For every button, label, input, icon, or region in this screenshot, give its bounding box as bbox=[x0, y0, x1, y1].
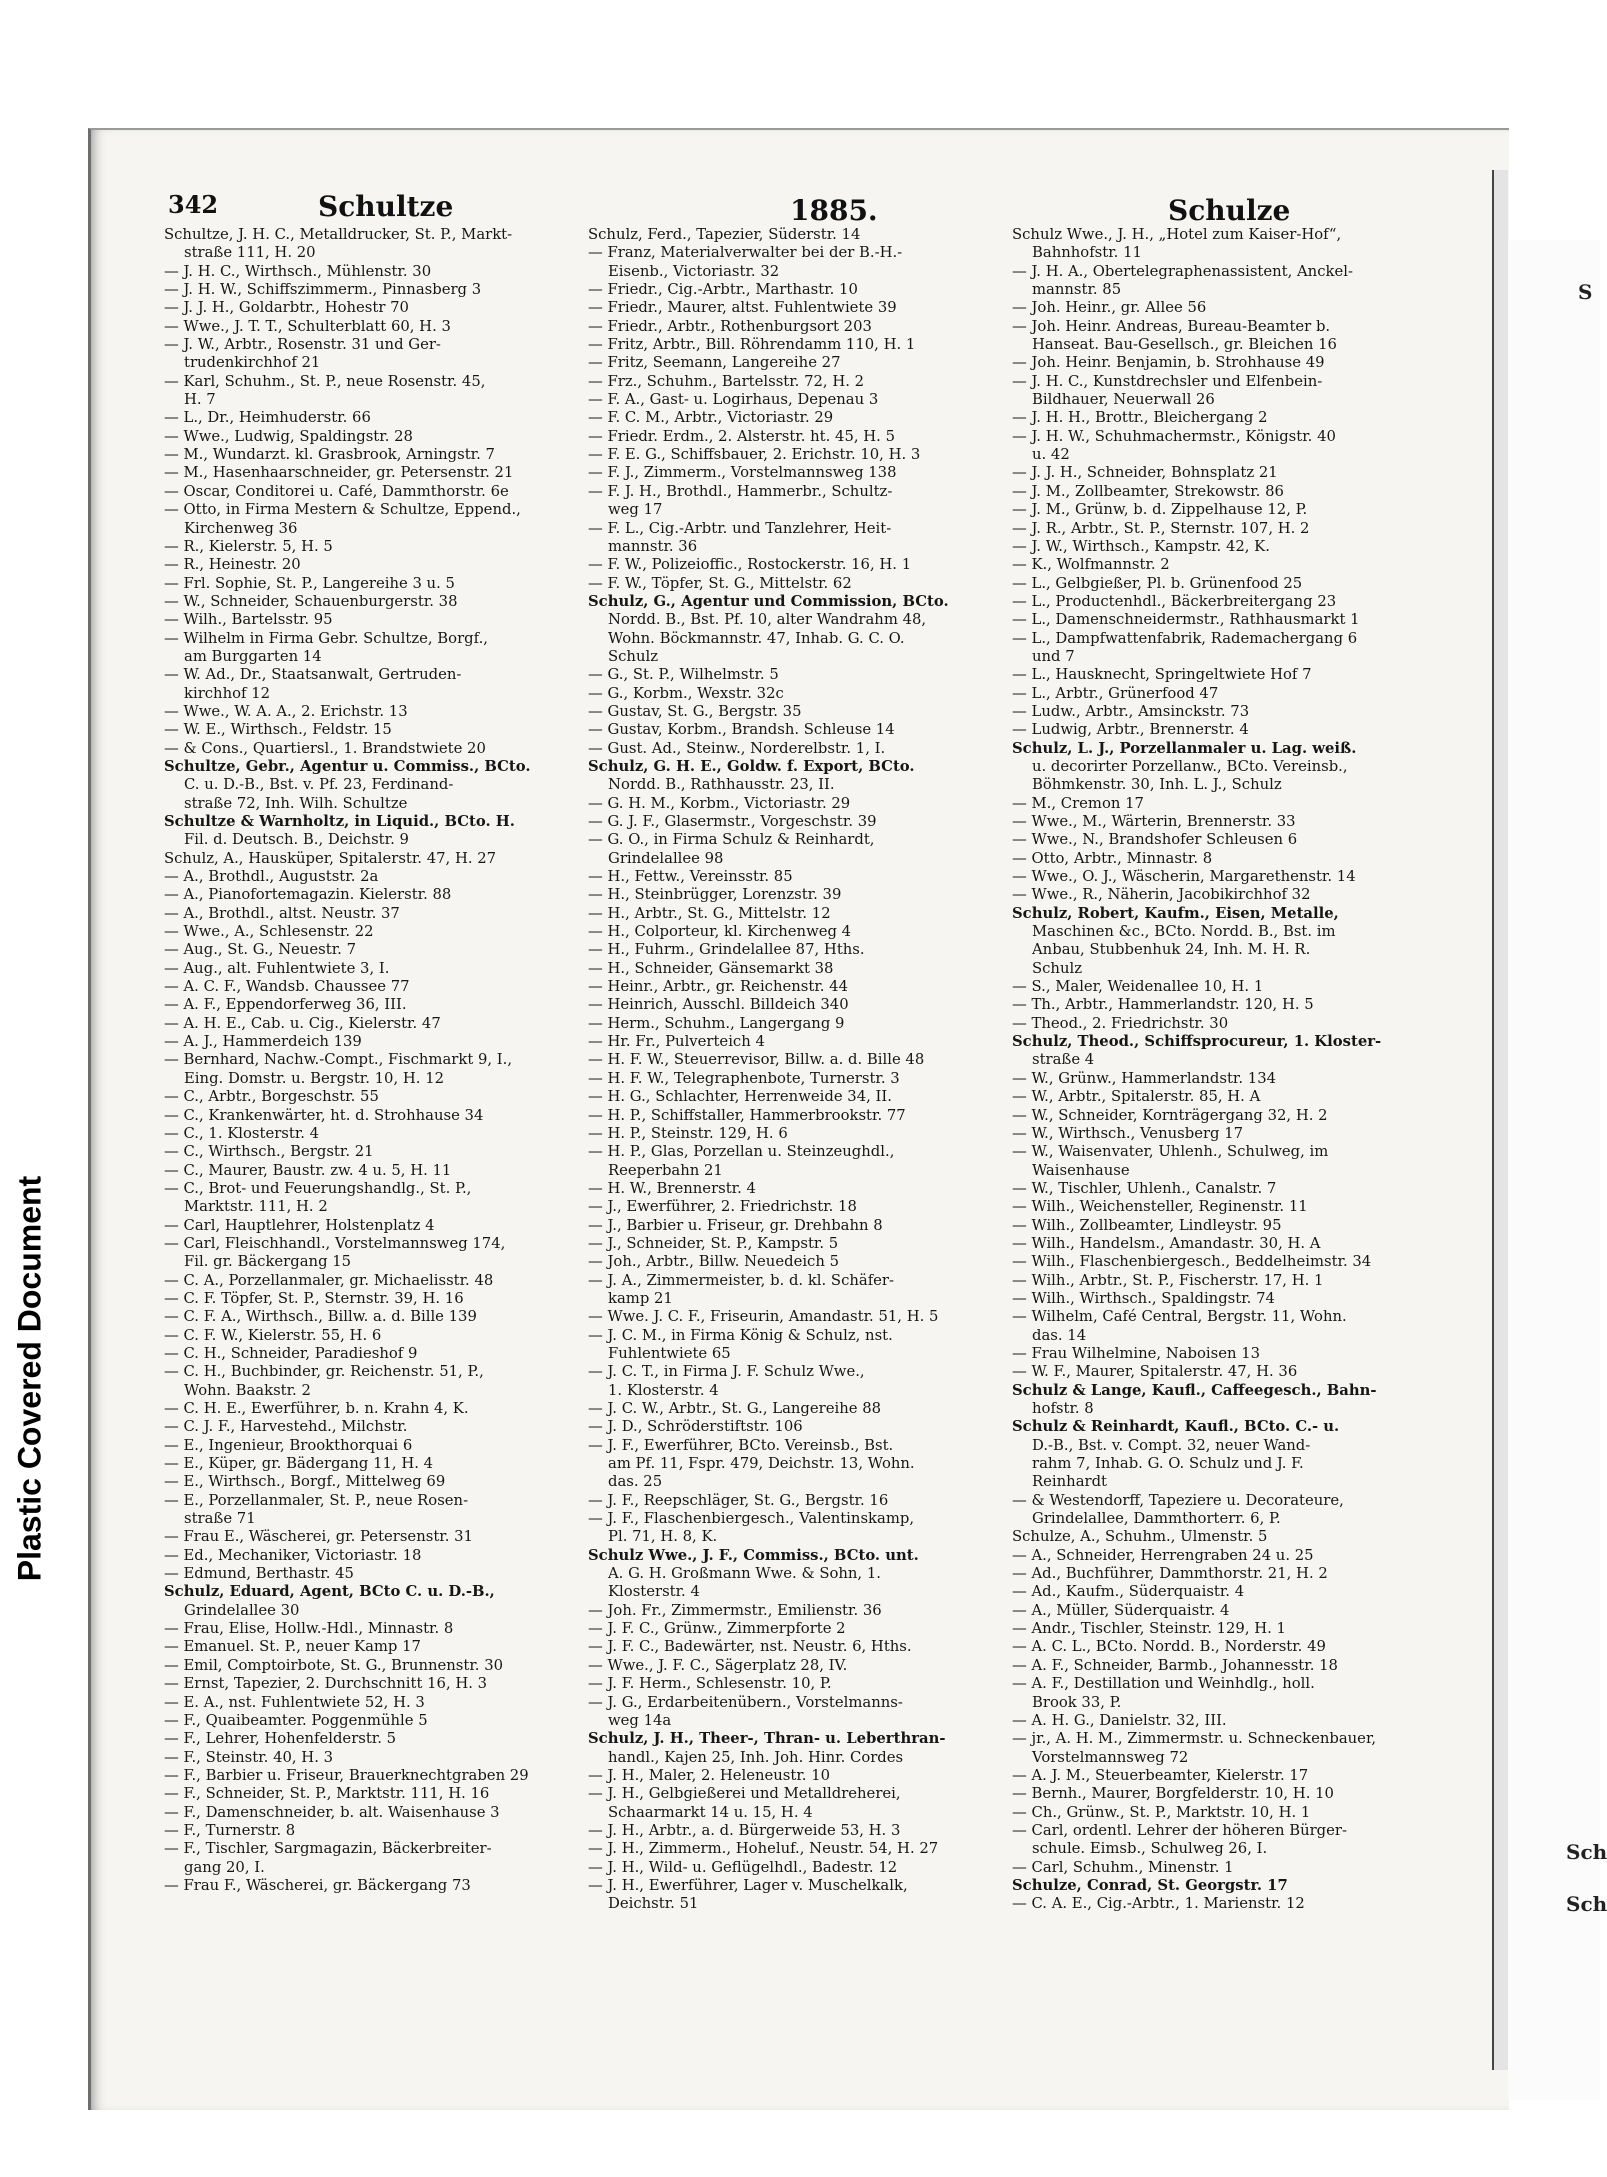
directory-entry: Kirchenweg 36 bbox=[184, 519, 298, 537]
directory-entry: Fil. d. Deutsch. B., Deichstr. 9 bbox=[184, 831, 409, 849]
directory-entry: — M., Hasenhaarschneider, gr. Petersenstr. 21 bbox=[164, 464, 514, 482]
directory-entry: Waisenhause bbox=[1032, 1161, 1130, 1179]
directory-entry: — E., Küper, gr. Bädergang 11, H. 4 bbox=[164, 1455, 434, 1473]
directory-entry: — C. F. Töpfer, St. P., Sternstr. 39, H. 16 bbox=[164, 1289, 464, 1307]
directory-entry: am Pf. 11, Fspr. 479, Deichstr. 13, Wohn. bbox=[608, 1455, 915, 1473]
directory-entry: Nordd. B., Bst. Pf. 10, alter Wandrahm 48, bbox=[608, 611, 927, 629]
directory-entry: Schulz, A., Hausküper, Spitalerstr. 47, H. 27 bbox=[164, 849, 497, 867]
directory-entry: — A. H. G., Danielstr. 32, III. bbox=[1012, 1711, 1227, 1729]
directory-entry: — Otto, Arbtr., Minnastr. 8 bbox=[1012, 849, 1213, 867]
directory-entry: — F., Tischler, Sargmagazin, Bäckerbreiter- bbox=[164, 1840, 492, 1858]
directory-entry: Schulz, L. J., Porzellanmaler u. Lag. weiß. bbox=[1012, 739, 1357, 757]
directory-entry: — Wwe., J. T. T., Schulterblatt 60, H. 3 bbox=[164, 317, 451, 335]
directory-entry: Schultze, Gebr., Agentur u. Commiss., BCto. bbox=[164, 757, 531, 775]
directory-entry: — J. H. W., Schuhmachermstr., Königstr. 40 bbox=[1012, 427, 1336, 445]
directory-entry: u. 42 bbox=[1032, 446, 1070, 464]
directory-entry: — Wwe., O. J., Wäscherin, Margarethenstr. 14 bbox=[1012, 868, 1356, 886]
directory-entry: — H. W., Brennerstr. 4 bbox=[588, 1179, 756, 1197]
directory-entry: 1. Klosterstr. 4 bbox=[608, 1381, 719, 1399]
directory-entry: — H., Fettw., Vereinsstr. 85 bbox=[588, 868, 793, 886]
directory-entry: — C., Wirthsch., Bergstr. 21 bbox=[164, 1143, 374, 1161]
directory-entry: — A. F., Schneider, Barmb., Johannesstr. 18 bbox=[1012, 1656, 1338, 1674]
directory-entry: — Carl, Fleischhandl., Vorstelmannsweg 174, bbox=[164, 1234, 506, 1252]
directory-entry: Pl. 71, H. 8, K. bbox=[608, 1528, 718, 1546]
directory-entry: Schulze, Conrad, St. Georgstr. 17 bbox=[1012, 1876, 1288, 1894]
directory-entry: — C., Arbtr., Borgeschstr. 55 bbox=[164, 1088, 379, 1106]
directory-entry: — J. H. A., Obertelegraphenassistent, Anckel- bbox=[1012, 262, 1353, 280]
directory-entry: Nordd. B., Rathhausstr. 23, II. bbox=[608, 776, 835, 794]
directory-entry: — J. C. M., in Firma König & Schulz, nst. bbox=[588, 1326, 893, 1344]
directory-entry: — G. H. M., Korbm., Victoriastr. 29 bbox=[588, 794, 851, 812]
next-page-strip bbox=[1508, 240, 1607, 2100]
directory-entry: — Theod., 2. Friedrichstr. 30 bbox=[1012, 1014, 1229, 1032]
directory-entry: — J., Ewerführer, 2. Friedrichstr. 18 bbox=[588, 1198, 857, 1216]
header-year: 1885. bbox=[790, 194, 878, 227]
directory-entry: — Wilh., Wirthsch., Spaldingstr. 74 bbox=[1012, 1289, 1275, 1307]
directory-entry: gang 20, I. bbox=[184, 1858, 265, 1876]
directory-entry: — W. Ad., Dr., Staatsanwalt, Gertruden- bbox=[164, 666, 462, 684]
directory-entry: — J. C. T., in Firma J. F. Schulz Wwe., bbox=[588, 1363, 865, 1381]
directory-entry: — Wwe., A., Schlesenstr. 22 bbox=[164, 923, 374, 941]
directory-entry: — Wilhelm, Café Central, Bergstr. 11, Wohn. bbox=[1012, 1308, 1347, 1326]
directory-entry: — H., Schneider, Gänsemarkt 38 bbox=[588, 959, 834, 977]
directory-entry: — H., Colporteur, kl. Kirchenweg 4 bbox=[588, 923, 852, 941]
directory-entry: — jr., A. H. M., Zimmermstr. u. Schneckenbauer, bbox=[1012, 1730, 1377, 1748]
directory-entry: Schulz, Theod., Schiffsprocureur, 1. Kloster- bbox=[1012, 1033, 1382, 1051]
directory-entry: — Friedr., Arbtr., Rothenburgsort 203 bbox=[588, 317, 872, 335]
directory-entry: — Wilh., Weichensteller, Reginenstr. 11 bbox=[1012, 1198, 1308, 1216]
directory-entry: — Ad., Buchführer, Dammthorstr. 21, H. 2 bbox=[1012, 1565, 1328, 1583]
directory-entry: — E., Porzellanmaler, St. P., neue Rosen- bbox=[164, 1491, 469, 1509]
directory-entry: — A., Müller, Süderquaistr. 4 bbox=[1012, 1601, 1230, 1619]
directory-entry: — L., Damenschneidermstr., Rathhausmarkt 1 bbox=[1012, 611, 1360, 629]
directory-entry: weg 14a bbox=[608, 1711, 672, 1729]
directory-entry: Böhmkenstr. 30, Inh. L. J., Schulz bbox=[1032, 776, 1282, 794]
directory-entry: straße 111, H. 20 bbox=[184, 244, 316, 262]
directory-entry: — Carl, Hauptlehrer, Holstenplatz 4 bbox=[164, 1216, 435, 1234]
directory-entry: mannstr. 85 bbox=[1032, 281, 1122, 299]
directory-entry: — Andr., Tischler, Steinstr. 129, H. 1 bbox=[1012, 1620, 1286, 1638]
directory-entry: Schaarmarkt 14 u. 15, H. 4 bbox=[608, 1803, 813, 1821]
directory-entry: Hanseat. Bau-Gesellsch., gr. Bleichen 16 bbox=[1032, 336, 1337, 354]
directory-entry: handl., Kajen 25, Inh. Joh. Hinr. Cordes bbox=[608, 1748, 904, 1766]
directory-entry: — F., Steinstr. 40, H. 3 bbox=[164, 1748, 334, 1766]
directory-entry: — Emanuel. St. P., neuer Kamp 17 bbox=[164, 1638, 421, 1656]
directory-entry: — J. D., Schröderstiftstr. 106 bbox=[588, 1418, 803, 1436]
directory-entry: — M., Wundarzt. kl. Grasbrook, Arningstr. 7 bbox=[164, 446, 495, 464]
directory-entry: — Ludwig, Arbtr., Brennerstr. 4 bbox=[1012, 721, 1249, 739]
directory-entry: — C. H. E., Ewerführer, b. n. Krahn 4, K. bbox=[164, 1400, 469, 1417]
directory-entry: — J. C. W., Arbtr., St. G., Langereihe 88 bbox=[588, 1400, 882, 1417]
directory-entry: Deichstr. 51 bbox=[608, 1895, 699, 1913]
directory-entry: am Burggarten 14 bbox=[184, 647, 322, 665]
directory-entry: — Carl, ordentl. Lehrer der höheren Bürger- bbox=[1012, 1821, 1347, 1839]
directory-entry: — Friedr. Erdm., 2. Alsterstr. ht. 45, H. 5 bbox=[588, 427, 895, 445]
directory-entry: — C. J. F., Harvestehd., Milchstr. bbox=[164, 1418, 408, 1436]
directory-entry: — F., Schneider, St. P., Marktstr. 111, H. 16 bbox=[164, 1785, 490, 1803]
directory-entry: rahm 7, Inhab. G. O. Schulz und J. F. bbox=[1032, 1455, 1304, 1473]
directory-entry: Schulz Wwe., J. H., „Hotel zum Kaiser-Hof“, bbox=[1012, 226, 1342, 243]
directory-entry: — E., Ingenieur, Brookthorquai 6 bbox=[164, 1436, 413, 1454]
directory-entry: Schulz, G., Agentur und Commission, BCto. bbox=[588, 592, 949, 610]
directory-entry: — A., Schneider, Herrengraben 24 u. 25 bbox=[1012, 1546, 1314, 1564]
directory-entry: — Karl, Schuhm., St. P., neue Rosenstr. 45, bbox=[164, 372, 486, 390]
directory-entry: — Bernh., Maurer, Borgfelderstr. 10, H. 10 bbox=[1012, 1785, 1334, 1803]
directory-entry: Anbau, Stubbenhuk 24, Inh. M. H. R. bbox=[1032, 941, 1311, 959]
directory-entry: das. 25 bbox=[608, 1473, 663, 1491]
directory-entry: — Frau E., Wäscherei, gr. Petersenstr. 31 bbox=[164, 1528, 473, 1546]
directory-entry: — W., Wirthsch., Venusberg 17 bbox=[1012, 1124, 1244, 1142]
directory-entry: — A. J. M., Steuerbeamter, Kielerstr. 17 bbox=[1012, 1766, 1309, 1784]
directory-entry: — J. H., Zimmerm., Hoheluf., Neustr. 54, H. 27 bbox=[588, 1840, 939, 1858]
directory-entry: — H. P., Steinstr. 129, H. 6 bbox=[588, 1124, 788, 1142]
directory-entry: — Joh., Arbtr., Billw. Neuedeich 5 bbox=[588, 1253, 839, 1271]
directory-entry: — F. C. M., Arbtr., Victoriastr. 29 bbox=[588, 409, 834, 427]
directory-entry: Maschinen &c., BCto. Nordd. B., Bst. im bbox=[1032, 923, 1336, 941]
directory-entry: straße 72, Inh. Wilh. Schultze bbox=[184, 794, 408, 812]
directory-entry: A. G. H. Großmann Wwe. & Sohn, 1. bbox=[608, 1565, 881, 1583]
directory-entry: — F. J., Zimmerm., Vorstelmannsweg 138 bbox=[588, 464, 897, 482]
directory-entry: — Gustav, St. G., Bergstr. 35 bbox=[588, 702, 802, 720]
directory-entry: — C. F. A., Wirthsch., Billw. a. d. Bille 139 bbox=[164, 1308, 477, 1326]
directory-entry: — J. F., Reepschläger, St. G., Bergstr. 16 bbox=[588, 1491, 889, 1509]
next-page-letter: S bbox=[1578, 280, 1593, 304]
directory-entry: weg 17 bbox=[608, 501, 663, 519]
directory-entry: — E., Wirthsch., Borgf., Mittelweg 69 bbox=[164, 1473, 446, 1491]
directory-entry: Schultze & Warnholtz, in Liquid., BCto. H. bbox=[164, 813, 515, 830]
page-header bbox=[168, 180, 1478, 230]
directory-entry: — F. W., Polizeioffic., Rostockerstr. 16, H. 1 bbox=[588, 556, 912, 574]
directory-entry: — A., Brothdl., Auguststr. 2a bbox=[164, 868, 379, 886]
directory-entry: — Wwe., R., Näherin, Jacobikirchhof 32 bbox=[1012, 886, 1311, 904]
directory-entry: — C. A. E., Cig.-Arbtr., 1. Marienstr. 12 bbox=[1012, 1895, 1305, 1913]
directory-entry: — Wwe., M., Wärterin, Brennerstr. 33 bbox=[1012, 813, 1296, 830]
directory-entry: D.-B., Bst. v. Compt. 32, neuer Wand- bbox=[1032, 1436, 1311, 1454]
directory-entry: — Ernst, Tapezier, 2. Durchschnitt 16, H. 3 bbox=[164, 1675, 488, 1693]
directory-entry: — J. G., Erdarbeitenübern., Vorstelmanns- bbox=[588, 1693, 903, 1711]
directory-entry: — C., Brot- und Feuerungshandlg., St. P., bbox=[164, 1179, 472, 1197]
directory-entry: — Frau Wilhelmine, Naboisen 13 bbox=[1012, 1344, 1261, 1362]
directory-entry: Grindelallee 30 bbox=[184, 1601, 300, 1619]
directory-entry: Fuhlentwiete 65 bbox=[608, 1344, 731, 1362]
directory-entry: — W., Schneider, Schauenburgerstr. 38 bbox=[164, 592, 458, 610]
directory-entry: — Heinrich, Ausschl. Billdeich 340 bbox=[588, 996, 849, 1014]
directory-entry: — Herm., Schuhm., Langergang 9 bbox=[588, 1014, 845, 1032]
directory-entry: Schulz & Reinhardt, Kaufl., BCto. C.- u. bbox=[1012, 1418, 1340, 1436]
directory-entry: — J. H., Ewerführer, Lager v. Muschelkalk, bbox=[588, 1876, 908, 1894]
directory-entry: — Carl, Schuhm., Minenstr. 1 bbox=[1012, 1858, 1234, 1876]
directory-entry: — Otto, in Firma Mestern & Schultze, Eppend., bbox=[164, 501, 521, 519]
directory-entry: — J. F. Herm., Schlesenstr. 10, P. bbox=[588, 1675, 832, 1693]
directory-entry: — Wilh., Flaschenbiergesch., Beddelheimstr. 34 bbox=[1012, 1253, 1372, 1271]
watermark bbox=[0, 1080, 48, 1680]
directory-entry: — Wilhelm in Firma Gebr. Schultze, Borgf., bbox=[164, 629, 488, 647]
directory-entry: straße 4 bbox=[1032, 1051, 1095, 1069]
directory-entry: — Wwe., N., Brandshofer Schleusen 6 bbox=[1012, 831, 1298, 849]
directory-entry: — G. O., in Firma Schulz & Reinhardt, bbox=[588, 831, 875, 849]
directory-entry: — J. F., Flaschenbiergesch., Valentinskamp, bbox=[588, 1510, 915, 1528]
directory-entry: — A. C. L., BCto. Nordd. B., Norderstr. 49 bbox=[1012, 1638, 1326, 1656]
directory-entry: — Wilh., Handelsm., Amandastr. 30, H. A bbox=[1012, 1234, 1321, 1252]
next-page-letter: Sch bbox=[1566, 1840, 1607, 1864]
directory-entry: Grindelallee, Dammthorterr. 6, P. bbox=[1032, 1510, 1281, 1528]
directory-entry: — & Cons., Quartiersl., 1. Brandstwiete 20 bbox=[164, 739, 486, 757]
directory-entry: — C. H., Buchbinder, gr. Reichenstr. 51, P., bbox=[164, 1363, 484, 1381]
directory-entry: Schulz & Lange, Kaufl., Caffeegesch., Bahn- bbox=[1012, 1381, 1377, 1399]
directory-entry: — C., Maurer, Baustr. zw. 4 u. 5, H. 11 bbox=[164, 1161, 452, 1179]
directory-entry: — C., Krankenwärter, ht. d. Strohhause 34 bbox=[164, 1106, 484, 1124]
directory-entry: — G., St. P., Wilhelmstr. 5 bbox=[588, 666, 779, 684]
directory-entry: — H. G., Schlachter, Herrenweide 34, II. bbox=[588, 1088, 892, 1106]
directory-entry: H. 7 bbox=[184, 391, 216, 409]
directory-entry: — Frau F., Wäscherei, gr. Bäckergang 73 bbox=[164, 1876, 471, 1894]
directory-entry: — E. A., nst. Fuhlentwiete 52, H. 3 bbox=[164, 1693, 425, 1711]
directory-entry: — J. F. C., Grünw., Zimmerpforte 2 bbox=[588, 1620, 846, 1638]
directory-entry: — Gust. Ad., Steinw., Norderelbstr. 1, I. bbox=[588, 739, 886, 757]
directory-entry: — H. P., Schiffstaller, Hammerbrookstr. 77 bbox=[588, 1106, 906, 1124]
directory-column-3 bbox=[1012, 226, 1424, 1914]
directory-entry: — J., Barbier u. Friseur, gr. Drehbahn 8 bbox=[588, 1216, 883, 1234]
directory-entry: — F., Lehrer, Hohenfelderstr. 5 bbox=[164, 1730, 397, 1748]
directory-entry: — Frl. Sophie, St. P., Langereihe 3 u. 5 bbox=[164, 574, 455, 592]
directory-entry: — R., Heinestr. 20 bbox=[164, 556, 301, 574]
directory-entry: — J. F., Ewerführer, BCto. Vereinsb., Bst. bbox=[588, 1436, 894, 1454]
directory-entry: — G. J. F., Glasermstr., Vorgeschstr. 39 bbox=[588, 813, 877, 830]
directory-entry: Reeperbahn 21 bbox=[608, 1161, 723, 1179]
directory-entry: — Th., Arbtr., Hammerlandstr. 120, H. 5 bbox=[1012, 996, 1314, 1014]
directory-entry: — & Westendorff, Tapeziere u. Decorateure, bbox=[1012, 1491, 1344, 1509]
directory-entry: — W. E., Wirthsch., Feldstr. 15 bbox=[164, 721, 392, 739]
directory-entry: — F., Barbier u. Friseur, Brauerknechtgraben 29 bbox=[164, 1766, 529, 1784]
directory-entry: — W., Schneider, Kornträgergang 32, H. 2 bbox=[1012, 1106, 1328, 1124]
page-number: 342 bbox=[168, 190, 219, 219]
directory-entry: Schulze, A., Schuhm., Ulmenstr. 5 bbox=[1012, 1528, 1268, 1546]
directory-entry: — J. W., Arbtr., Rosenstr. 31 und Ger- bbox=[164, 336, 441, 354]
directory-entry: — J. H., Wild- u. Geflügelhdl., Badestr. 12 bbox=[588, 1858, 898, 1876]
directory-entry: — C. F. W., Kielerstr. 55, H. 6 bbox=[164, 1326, 382, 1344]
directory-entry: — Frz., Schuhm., Bartelsstr. 72, H. 2 bbox=[588, 372, 865, 390]
directory-entry: — Edmund, Berthastr. 45 bbox=[164, 1565, 354, 1583]
directory-entry: Wohn. Baakstr. 2 bbox=[184, 1381, 311, 1399]
directory-entry: — G., Korbm., Wexstr. 32c bbox=[588, 684, 784, 702]
directory-entry: Marktstr. 111, H. 2 bbox=[184, 1198, 328, 1216]
directory-entry: — Heinr., Arbtr., gr. Reichenstr. 44 bbox=[588, 978, 848, 996]
directory-entry: — Bernhard, Nachw.-Compt., Fischmarkt 9, I., bbox=[164, 1051, 513, 1069]
directory-entry: — J. H., Arbtr., a. d. Bürgerweide 53, H. 3 bbox=[588, 1821, 901, 1839]
directory-entry: — Hr. Fr., Pulverteich 4 bbox=[588, 1033, 765, 1051]
directory-entry: — H. F. W., Steuerrevisor, Billw. a. d. Bille 48 bbox=[588, 1051, 925, 1069]
directory-entry: — F. E. G., Schiffsbauer, 2. Erichstr. 10, H. 3 bbox=[588, 446, 921, 464]
directory-entry: — Joh. Heinr., gr. Allee 56 bbox=[1012, 299, 1207, 317]
directory-entry: — Frau, Elise, Hollw.-Hdl., Minnastr. 8 bbox=[164, 1620, 454, 1638]
directory-entry: — Ed., Mechaniker, Victoriastr. 18 bbox=[164, 1546, 422, 1564]
directory-entry: Schulz bbox=[608, 647, 659, 665]
directory-entry: — Emil, Comptoirbote, St. G., Brunnenstr. 30 bbox=[164, 1656, 504, 1674]
directory-entry: — J. H. W., Schiffszimmerm., Pinnasberg 3 bbox=[164, 281, 482, 299]
directory-entry: Vorstelmannsweg 72 bbox=[1032, 1748, 1189, 1766]
directory-entry: Bildhauer, Neuerwall 26 bbox=[1032, 391, 1215, 409]
directory-entry: — F. L., Cig.-Arbtr. und Tanzlehrer, Heit- bbox=[588, 519, 892, 537]
directory-entry: — Fritz, Seemann, Langereihe 27 bbox=[588, 354, 841, 372]
directory-entry: kamp 21 bbox=[608, 1289, 673, 1307]
directory-entry: — Wwe. J. C. F., Friseurin, Amandastr. 51, H. 5 bbox=[588, 1308, 939, 1326]
directory-entry: — J. J. H., Schneider, Bohnsplatz 21 bbox=[1012, 464, 1278, 482]
directory-entry: — Wilh., Bartelsstr. 95 bbox=[164, 611, 333, 629]
directory-entry: — Wilh., Arbtr., St. P., Fischerstr. 17, H. 1 bbox=[1012, 1271, 1324, 1289]
directory-entry: — H., Fuhrm., Grindelallee 87, Hths. bbox=[588, 941, 865, 959]
directory-entry: C. u. D.-B., Bst. v. Pf. 23, Ferdinand- bbox=[184, 776, 454, 794]
directory-entry: — J. W., Wirthsch., Kampstr. 42, K. bbox=[1012, 537, 1270, 555]
directory-entry: — A. C. F., Wandsb. Chaussee 77 bbox=[164, 978, 410, 996]
directory-entry: straße 71 bbox=[184, 1510, 256, 1528]
directory-entry: — F. J. H., Brothdl., Hammerbr., Schultz- bbox=[588, 482, 893, 500]
header-left-keyword: Schultze bbox=[318, 190, 454, 223]
directory-entry: und 7 bbox=[1032, 647, 1075, 665]
directory-entry: — F., Quaibeamter. Poggenmühle 5 bbox=[164, 1711, 428, 1729]
directory-entry: — Joh. Heinr. Benjamin, b. Strohhause 49 bbox=[1012, 354, 1325, 372]
directory-entry: — L., Arbtr., Grünerfood 47 bbox=[1012, 684, 1219, 702]
directory-entry: — Wwe., Ludwig, Spaldingstr. 28 bbox=[164, 427, 413, 445]
directory-entry: — Fritz, Arbtr., Bill. Röhrendamm 110, H. 1 bbox=[588, 336, 916, 354]
directory-entry: — Wwe., W. A. A., 2. Erichstr. 13 bbox=[164, 702, 408, 720]
directory-entry: Reinhardt bbox=[1032, 1473, 1108, 1491]
directory-entry: — F. W., Töpfer, St. G., Mittelstr. 62 bbox=[588, 574, 852, 592]
directory-entry: — F. A., Gast- u. Logirhaus, Depenau 3 bbox=[588, 391, 879, 409]
directory-entry: — J. J. H., Goldarbtr., Hohestr 70 bbox=[164, 299, 409, 317]
directory-entry: — Ludw., Arbtr., Amsinckstr. 73 bbox=[1012, 702, 1250, 720]
directory-entry: — C. A., Porzellanmaler, gr. Michaelisstr. 48 bbox=[164, 1271, 494, 1289]
header-right-keyword: Schulze bbox=[1168, 194, 1291, 227]
directory-entry: — A. F., Eppendorferweg 36, III. bbox=[164, 996, 407, 1014]
directory-entry: — Friedr., Maurer, altst. Fuhlentwiete 39 bbox=[588, 299, 897, 317]
directory-entry: — W., Tischler, Uhlenh., Canalstr. 7 bbox=[1012, 1179, 1277, 1197]
directory-entry: Wohn. Böckmannstr. 47, Inhab. G. C. O. bbox=[608, 629, 905, 647]
directory-entry: Schulz, Ferd., Tapezier, Süderstr. 14 bbox=[588, 226, 861, 243]
directory-entry: — Aug., St. G., Neuestr. 7 bbox=[164, 941, 356, 959]
directory-entry: — W., Arbtr., Spitalerstr. 85, H. A bbox=[1012, 1088, 1261, 1106]
directory-entry: — H. P., Glas, Porzellan u. Steinzeughdl., bbox=[588, 1143, 895, 1161]
directory-entry: Schulz, G. H. E., Goldw. f. Export, BCto. bbox=[588, 757, 915, 775]
directory-column-2 bbox=[588, 226, 1000, 1914]
directory-entry: Schulz Wwe., J. F., Commiss., BCto. unt. bbox=[588, 1546, 919, 1564]
directory-entry: — J. A., Zimmermeister, b. d. kl. Schäfer- bbox=[588, 1271, 895, 1289]
directory-entry: — F., Damenschneider, b. alt. Waisenhause 3 bbox=[164, 1803, 500, 1821]
directory-entry: — Ch., Grünw., St. P., Marktstr. 10, H. 1 bbox=[1012, 1803, 1311, 1821]
directory-entry: — W., Grünw., Hammerlandstr. 134 bbox=[1012, 1069, 1277, 1087]
directory-entry: Bahnhofstr. 11 bbox=[1032, 244, 1142, 262]
directory-entry: — Wwe., J. F. C., Sägerplatz 28, IV. bbox=[588, 1656, 848, 1674]
directory-entry: — L., Gelbgießer, Pl. b. Grünenfood 25 bbox=[1012, 574, 1303, 592]
directory-entry: kirchhof 12 bbox=[184, 684, 271, 702]
directory-entry: — J. H., Gelbgießerei und Metalldreherei, bbox=[588, 1785, 901, 1803]
directory-entry: — J., Schneider, St. P., Kampstr. 5 bbox=[588, 1234, 839, 1252]
directory-entry: — Joh. Heinr. Andreas, Bureau-Beamter b. bbox=[1012, 317, 1331, 335]
directory-entry: — A. J., Hammerdeich 139 bbox=[164, 1033, 362, 1051]
directory-entry: — A., Brothdl., altst. Neustr. 37 bbox=[164, 904, 400, 922]
directory-entry: mannstr. 36 bbox=[608, 537, 698, 555]
directory-entry: — L., Dampfwattenfabrik, Rademachergang 6 bbox=[1012, 629, 1358, 647]
directory-entry: — F., Turnerstr. 8 bbox=[164, 1821, 296, 1839]
directory-entry: Brook 33, P. bbox=[1032, 1693, 1122, 1711]
directory-entry: — M., Cremon 17 bbox=[1012, 794, 1144, 812]
directory-entry: — J. M., Zollbeamter, Strekowstr. 86 bbox=[1012, 482, 1284, 500]
directory-entry: — W., Waisenvater, Uhlenh., Schulweg, im bbox=[1012, 1143, 1329, 1161]
directory-entry: — Wilh., Zollbeamter, Lindleystr. 95 bbox=[1012, 1216, 1282, 1234]
directory-entry: — Gustav, Korbm., Brandsh. Schleuse 14 bbox=[588, 721, 895, 739]
directory-entry: Klosterstr. 4 bbox=[608, 1583, 700, 1601]
directory-column-1 bbox=[164, 226, 576, 1895]
directory-entry: — A., Pianofortemagazin. Kielerstr. 88 bbox=[164, 886, 452, 904]
directory-entry: Schulz, Eduard, Agent, BCto C. u. D.-B., bbox=[164, 1583, 495, 1601]
directory-entry: Fil. gr. Bäckergang 15 bbox=[184, 1253, 352, 1271]
directory-entry: — J. R., Arbtr., St. P., Sternstr. 107, H. 2 bbox=[1012, 519, 1310, 537]
directory-entry: — Joh. Fr., Zimmermstr., Emilienstr. 36 bbox=[588, 1601, 882, 1619]
directory-entry: Schulz bbox=[1032, 959, 1083, 977]
directory-entry: — J. M., Grünw, b. d. Zippelhause 12, P. bbox=[1012, 501, 1308, 519]
directory-entry: — Ad., Kaufm., Süderquaistr. 4 bbox=[1012, 1583, 1245, 1601]
directory-entry: — W. F., Maurer, Spitalerstr. 47, H. 36 bbox=[1012, 1363, 1298, 1381]
directory-entry: — H., Arbtr., St. G., Mittelstr. 12 bbox=[588, 904, 831, 922]
directory-entry: — R., Kielerstr. 5, H. 5 bbox=[164, 537, 333, 555]
directory-entry: — A. H. E., Cab. u. Cig., Kielerstr. 47 bbox=[164, 1014, 441, 1032]
directory-entry: — H. F. W., Telegraphenbote, Turnerstr. 3 bbox=[588, 1069, 900, 1087]
directory-entry: — L., Productenhdl., Bäckerbreitergang 23 bbox=[1012, 592, 1337, 610]
directory-entry: — L., Hausknecht, Springeltwiete Hof 7 bbox=[1012, 666, 1312, 684]
directory-entry: Eisenb., Victoriastr. 32 bbox=[608, 262, 780, 280]
directory-entry: Schulz, Robert, Kaufm., Eisen, Metalle, bbox=[1012, 904, 1339, 922]
directory-entry: Eing. Domstr. u. Bergstr. 10, H. 12 bbox=[184, 1069, 445, 1087]
watermark-text: Plastic Covered Document bbox=[11, 1175, 48, 1582]
directory-entry: das. 14 bbox=[1032, 1326, 1087, 1344]
directory-entry: Schultze, J. H. C., Metalldrucker, St. P., Markt- bbox=[164, 226, 513, 243]
directory-entry: — Friedr., Cig.-Arbtr., Marthastr. 10 bbox=[588, 281, 858, 299]
directory-entry: — S., Maler, Weidenallee 10, H. 1 bbox=[1012, 978, 1264, 996]
directory-entry: — J. H. C., Wirthsch., Mühlenstr. 30 bbox=[164, 262, 432, 280]
directory-entry: — H., Steinbrügger, Lorenzstr. 39 bbox=[588, 886, 842, 904]
directory-entry: Schulz, J. H., Theer-, Thran- u. Leberthran- bbox=[588, 1730, 946, 1748]
directory-entry: — K., Wolfmannstr. 2 bbox=[1012, 556, 1170, 574]
directory-entry: Grindelallee 98 bbox=[608, 849, 724, 867]
directory-entry: u. decorirter Porzellanw., BCto. Vereinsb., bbox=[1032, 757, 1348, 775]
directory-entry: — Oscar, Conditorei u. Café, Dammthorstr. 6e bbox=[164, 482, 509, 500]
page-edge bbox=[1492, 170, 1508, 2070]
directory-entry: — J. F. C., Badewärter, nst. Neustr. 6, Hths. bbox=[588, 1638, 912, 1656]
directory-entry: — J. H. H., Brottr., Bleichergang 2 bbox=[1012, 409, 1268, 427]
next-page-letter: Sch bbox=[1566, 1892, 1607, 1916]
directory-entry: — L., Dr., Heimhuderstr. 66 bbox=[164, 409, 371, 427]
directory-entry: trudenkirchhof 21 bbox=[184, 354, 321, 372]
directory-entry: schule. Eimsb., Schulweg 26, I. bbox=[1032, 1840, 1268, 1858]
directory-entry: — C., 1. Klosterstr. 4 bbox=[164, 1124, 320, 1142]
directory-entry: — J. H., Maler, 2. Heleneustr. 10 bbox=[588, 1766, 831, 1784]
directory-entry: — Franz, Materialverwalter bei der B.-H.- bbox=[588, 244, 903, 262]
directory-entry: hofstr. 8 bbox=[1032, 1400, 1094, 1417]
directory-entry: — C. H., Schneider, Paradieshof 9 bbox=[164, 1344, 418, 1362]
directory-entry: — Aug., alt. Fuhlentwiete 3, I. bbox=[164, 959, 390, 977]
directory-entry: — A. F., Destillation und Weinhdlg., holl. bbox=[1012, 1675, 1315, 1693]
directory-entry: — J. H. C., Kunstdrechsler und Elfenbein- bbox=[1012, 372, 1323, 390]
